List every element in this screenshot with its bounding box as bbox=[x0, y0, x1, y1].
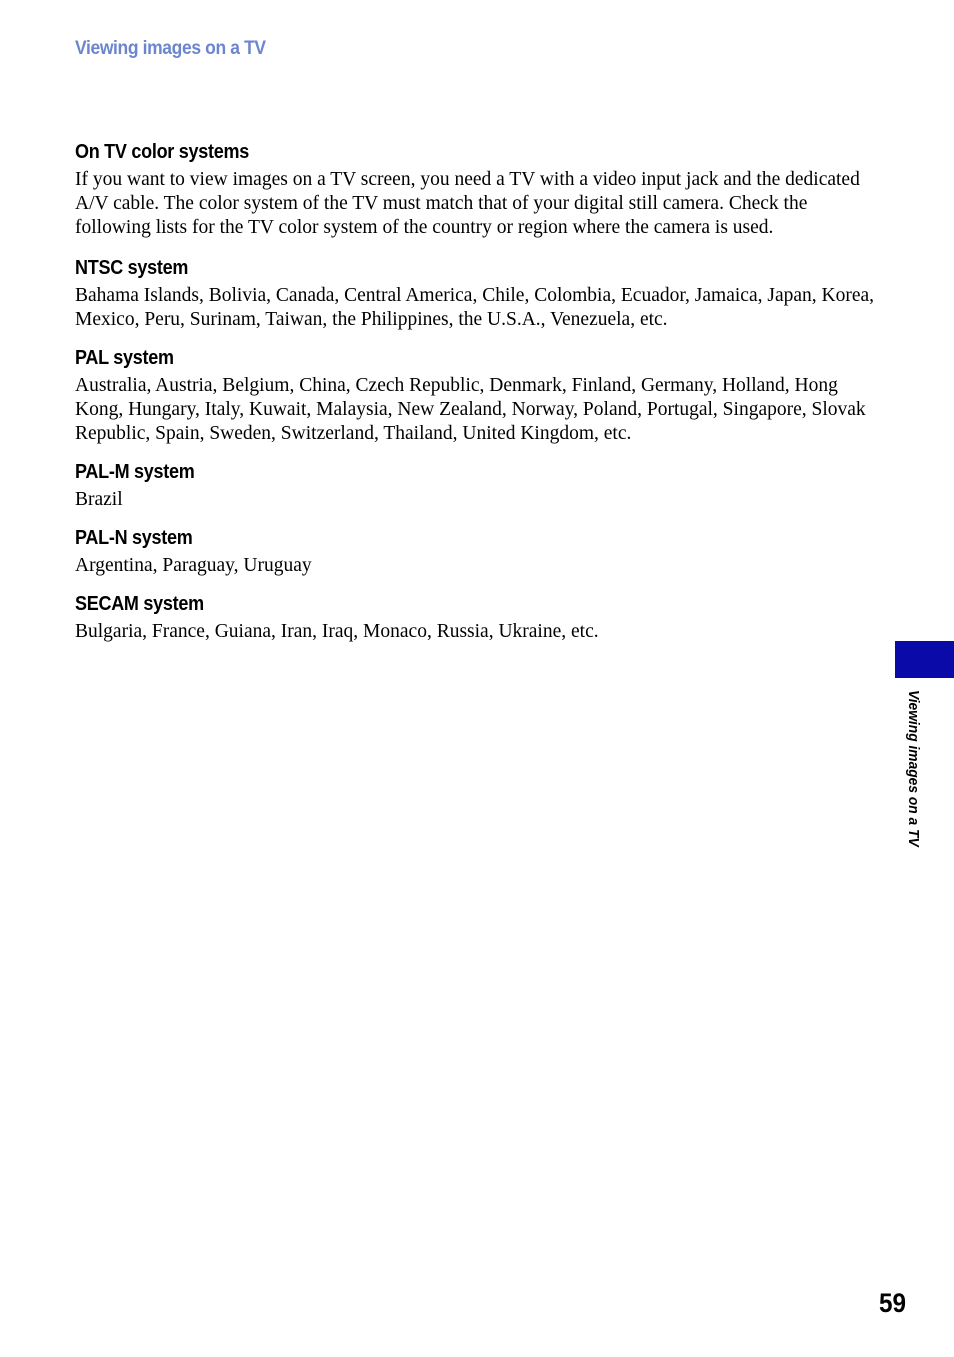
section-heading: SECAM system bbox=[75, 593, 204, 615]
chapter-side-label: Viewing images on a TV bbox=[905, 690, 922, 847]
section-pal-n-system bbox=[75, 524, 875, 578]
running-head: Viewing images on a TV bbox=[75, 38, 266, 59]
section-heading: PAL-N system bbox=[75, 527, 193, 549]
section-heading: PAL-M system bbox=[75, 461, 195, 483]
section-heading: NTSC system bbox=[75, 257, 189, 279]
section-body: Argentina, Paraguay, Uruguay bbox=[75, 555, 312, 576]
section-body: Australia, Austria, Belgium, China, Czech Republic, Denmark, Finland, Germany, Holland, Hong Kong, Hungary, Italy, Kuwait, Malaysia, New Zealand, Norway, Poland, Portugal, Singapore, Slovak Republic, Spain, Sweden, Switzerland, Thailand, United Kingdom, etc. bbox=[75, 375, 866, 444]
section-heading: On TV color systems bbox=[75, 141, 249, 163]
section-body: Bulgaria, France, Guiana, Iran, Iraq, Monaco, Russia, Ukraine, etc. bbox=[75, 621, 599, 642]
chapter-tab-marker bbox=[895, 641, 954, 678]
page-number: 59 bbox=[879, 1288, 907, 1318]
chapter-side-label-container bbox=[884, 690, 944, 890]
section-pal-m-system bbox=[75, 458, 875, 512]
main-content bbox=[75, 138, 875, 656]
section-pal-system bbox=[75, 344, 875, 446]
section-heading: PAL system bbox=[75, 347, 174, 369]
section-tv-color-systems bbox=[75, 138, 875, 240]
section-ntsc-system bbox=[75, 254, 875, 332]
section-body: Bahama Islands, Bolivia, Canada, Central America, Chile, Colombia, Ecuador, Jamaica, Japan, Korea, Mexico, Peru, Surinam, Taiwan, the Philippines, the U.S.A., Venezuela, etc. bbox=[75, 285, 875, 330]
section-body: If you want to view images on a TV screen, you need a TV with a video input jack and the dedicated A/V cable. The color system of the TV must match that of your digital still camera. Check the following lists for the TV color system of the country or region where the camera is used. bbox=[75, 169, 860, 238]
section-secam-system bbox=[75, 590, 875, 644]
section-body: Brazil bbox=[75, 489, 123, 510]
